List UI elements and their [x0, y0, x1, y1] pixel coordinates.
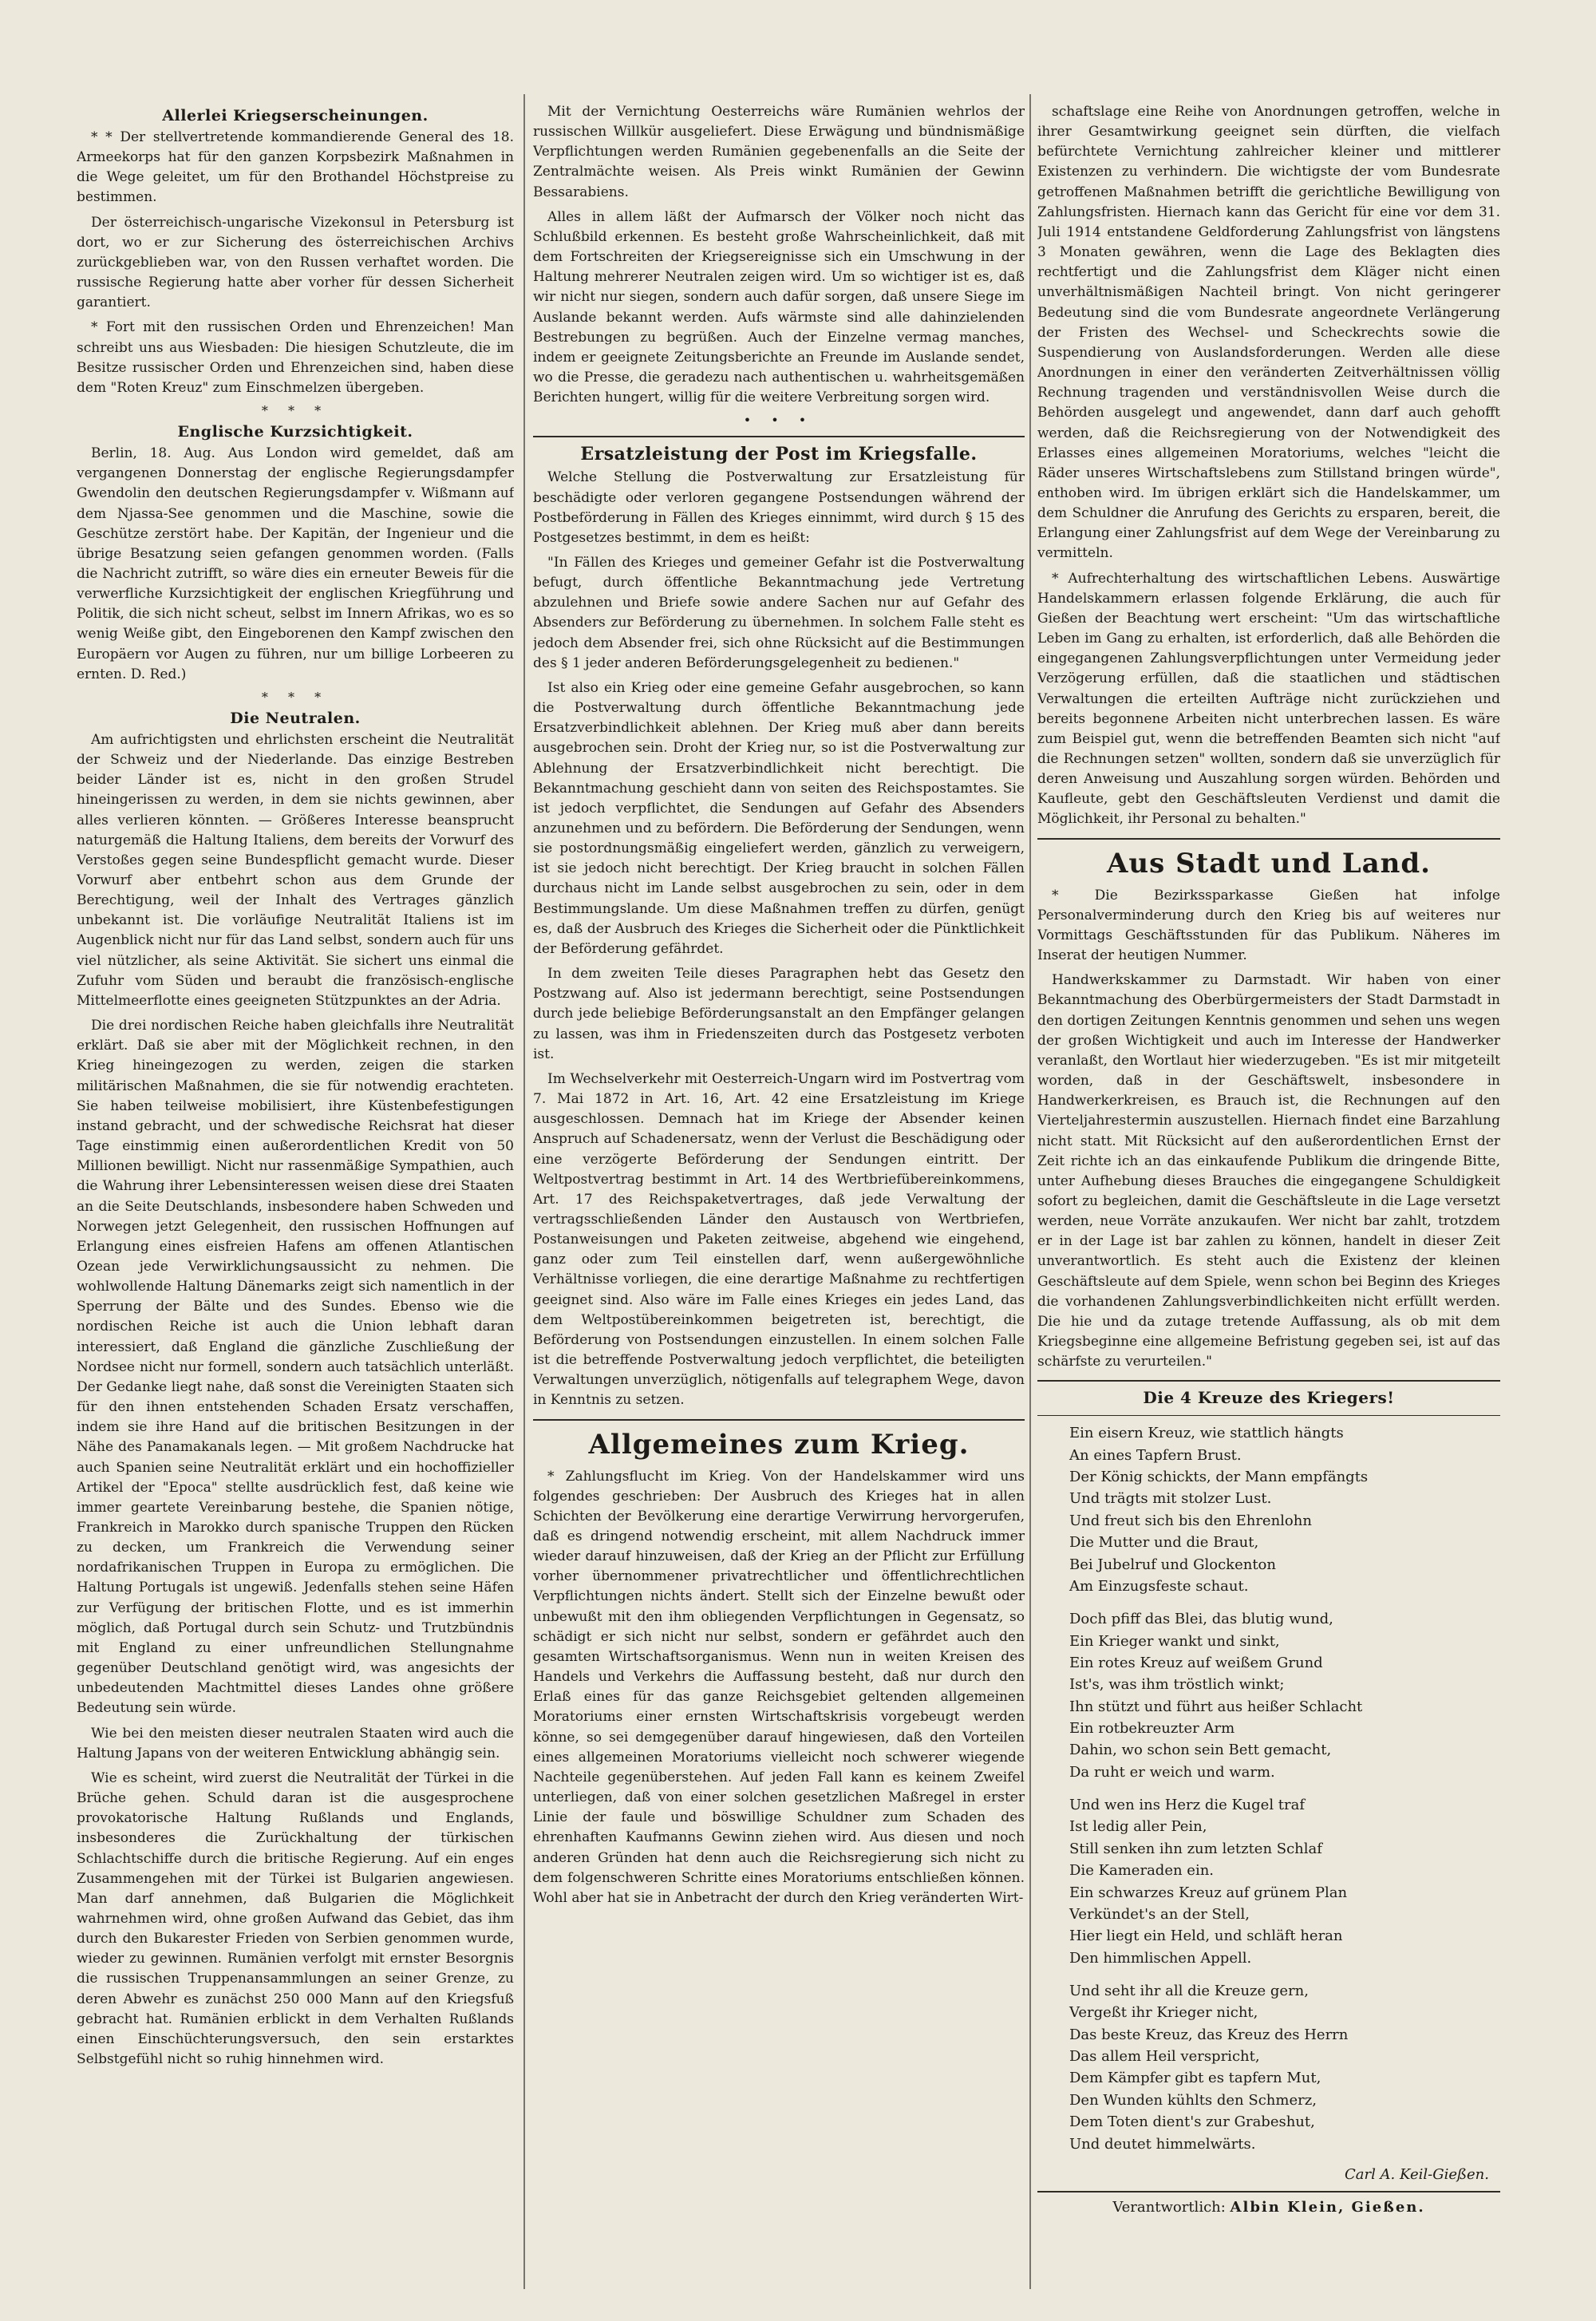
poem-line: Verkündet's an der Stell,	[1069, 1905, 1250, 1923]
poem-line: Dem Kämpfer gibt es tapfern Mut,	[1069, 2070, 1321, 2087]
paragraph: schaftslage eine Reihe von Anordnungen getroffen, welche in ihrer Gesamtwirkung geeignet sein dürften, die vielfach befürchtete Vernichtung zahlreicher kleiner und mittlerer Existenzen zu verhindern. Die wichtigste der vom Bundesrate getroffenen Maßnahmen betrifft die gerichtliche Bewilligung von Zahlungsfristen. Hiernach kann das Gericht für eine vor dem 31. Juli 1914 entstandene Geldforderung Zahlungsfrist von längstens 3 Monaten gewähren, wenn die Lage des Beklagten dies rechtfertigt und die Zahlungsfrist dem Kläger nicht einen unverhältnismäßigen Nachteil bringt. Von nicht geringerer Bedeutung sind die vom Bundesrate angeordnete Verlängerung der Fristen des Wechsel- und Scheckrechts sowie die Suspendierung von Auslandsforderungen. Werden alle diese Anordnungen in einer den veränderten Zeitverhältnissen völlig Rechnung tragenden und verständnisvollen Weise durch die Behörden ausgelegt und angewendet, dann darf auch gehofft werden, daß die Reichsregierung von der Notwendigkeit des Erlasses eines allgemeinen Moratoriums, welches "leicht die Räder unseres Wirtschaftslebens zum Stillstand bringen würde", enthoben wird. Im übrigen erklärt sich die Handelskammer, um dem Schuldner die Anrufung des Gerichts zu ersparen, bereit, die Erlangung einer Zahlungsfrist auf dem Wege der Vereinbarung zu vermitteln.	[1037, 104, 1500, 562]
poem-line: An eines Tapfern Brust.	[1069, 1446, 1242, 1464]
rule	[1037, 1380, 1500, 1382]
poem-line: Ein rotes Kreuz auf weißem Grund	[1069, 1654, 1323, 1671]
poem-line: Das allem Heil verspricht,	[1069, 2048, 1260, 2066]
poem-line: Ihn stützt und führt aus heißer Schlacht	[1069, 1698, 1363, 1715]
paragraph: Handwerkskammer zu Darmstadt. Wir haben von einer Bekanntmachung des Oberbürgermeisters der Stadt Darmstadt in den dortigen Zeitungen Kenntnis genommen und sehen uns wegen der großen Wichtigkeit und auch im Interesse der Handwerker veranlaßt, den Wortlaut hier wiederzugeben. "Es ist mir mitgeteilt worden, daß in der Geschäftswelt, insbesondere in Handwerkerkreisen, es Brauch ist, die Rechnungen auf den Vierteljahrestermin auszustellen. Hiernach findet eine Barzahlung nicht statt. Mit Rücksicht auf den außerordentlichen Ernst der Zeit richte ich an das einkaufende Publikum die dringende Bitte, unter Aufhebung dieses Brauches die eingegangene Schuldigkeit sofort zu begleichen, damit die Geschäftsleute in die Lage versetzt werden, neue Vorräte anzukaufen. Wer nicht bar zahlt, trotzdem er in der Lage ist bar zahlen zu können, handelt in dieser Zeit unverantwortlich. Es steht auch die Existenz der kleinen Geschäftsleute auf dem Spiele, wenn schon bei Beginn des Krieges die vorhandenen Zahlungsverbindlichkeiten nicht erfüllt werden. Die hie und da zutage tretende Auffassung, als ob mit dem Kriegsbeginne eine allgemeine Befristung gegeben sei, ist auf das schärfste zu verurteilen."	[1037, 972, 1500, 1370]
poem-line: Und deutet himmelwärts.	[1069, 2135, 1256, 2153]
column-1	[77, 102, 514, 2287]
poem-line: Und seht ihr all die Kreuze gern,	[1069, 1983, 1309, 1999]
paragraph: Wie bei den meisten dieser neutralen Staaten wird auch die Haltung Japans von der weiteren Entwicklung abhängig sein.	[77, 1725, 514, 1762]
paragraph: Alles in allem läßt der Aufmarsch der Völker noch nicht das Schlußbild erkennen. Es besteht große Wahrscheinlichkeit, daß mit dem Fortschreiten der Kriegsereignisse sich ein Umschwung in der Haltung mehrerer Neutralen zeigen wird. Um so wichtiger ist es, daß wir nicht nur siegen, sondern auch dafür sorgen, daß unsere Siege im Auslande bekannt werden. Aufs wärmste sind alle dahinzielenden Bestrebungen zu begrüßen. Auch der Einzelne vermag manches, indem er geeignete Zeitungsberichte an Freunde im Auslande sendet, wo die Presse, die geradezu nach authentischen u. wahrheitsgemäßen Berichten hungert, willig für die weitere Verbreitung sorgen wird.	[533, 208, 1025, 406]
article-title-allerlei: Allerlei Kriegserscheinungen.	[162, 107, 429, 125]
rule	[1037, 2191, 1500, 2192]
rule	[533, 1419, 1025, 1421]
imprint	[1037, 2199, 1500, 2216]
poem-line: Still senken ihn zum letzten Schlaf	[1069, 1840, 1322, 1857]
poem-line: Ein Krieger wankt und sinkt,	[1069, 1632, 1280, 1650]
poem-line: Und wen ins Herz die Kugel traf	[1069, 1797, 1306, 1814]
poem-stanza	[1069, 1980, 1500, 2155]
paragraph: * Fort mit den russischen Orden und Ehrenzeichen! Man schreibt uns aus Wiesbaden: Die hiesigen Schutzleute, die im Besitze russischer Orden und Ehrenzeichen sind, haben diese dem "Roten Kreuz" zum Einschmelzen übergeben.	[77, 319, 514, 396]
paragraph: Am aufrichtigsten und ehrlichsten erscheint die Neutralität der Schweiz und der Niederlande. Das einzige Bestreben beider Länder ist es, nicht in den großen Strudel hineingerissen zu werden, in dem sie nichts gewinnen, aber alles verlieren könnten. — Größeres Interesse beansprucht naturgemäß die Haltung Italiens, dem bereits der Vorwurf des Verstoßes gegen seine Bundespflicht gemacht wurde. Dieser Vorwurf aber entbehrt schon aus dem Grunde der Berechtigung, weil der Inhalt des Vertrages gänzlich unbekannt ist. Die vorläufige Neutralität Italiens ist im Augenblick nicht nur für das Land selbst, sondern auch für uns viel nützlicher, als seine Aktivität. Sie sichert uns einmal die Zufuhr vom Süden und beraubt die französisch-englische Mittelmeerflotte eines geeigneten Stützpunktes an der Adria.	[77, 731, 514, 1009]
poem-stanza	[1069, 1794, 1500, 1969]
poem-line: Hier liegt ein Held, und schläft heran	[1069, 1928, 1343, 1945]
rule	[1037, 838, 1500, 840]
imprint-name: Albin Klein, Gießen.	[1230, 2198, 1425, 2216]
poem-line: Bei Jubelruf und Glockenton	[1069, 1556, 1276, 1573]
rule	[533, 436, 1025, 437]
poem-line: Den himmlischen Appell.	[1069, 1949, 1252, 1967]
poem-line: Und freut sich bis den Ehrenlohn	[1069, 1512, 1312, 1529]
paragraph: * Aufrechterhaltung des wirtschaftlichen Lebens. Auswärtige Handelskammern erlassen folgende Erklärung, die auch für Gießen der Beachtung wert erscheint: "Um das wirtschaftliche Leben im Gang zu erhalten, ist erforderlich, daß alle Behörden die eingegangenen Zahlungsverpflichtungen unter Vermeidung jeder Verzögerung erfüllen, daß die staatlichen und städtischen Verwaltungen die erteilten Aufträge nicht zurückziehen und bereits begonnene Arbeiten nicht unterbrechen lassen. Es wäre zum Beispiel gut, wenn die betreffenden Beamten sich nicht "auf die Rechnungen setzen" wollten, sondern daß sie unverzüglich für deren Anweisung und Auszahlung sorgen würden. Behörden und Kaufleute, gebt den Geschäftsleuten Verdienst und damit die Möglichkeit, ihr Personal zu behalten."	[1037, 570, 1500, 828]
paragraph: Wie es scheint, wird zuerst die Neutralität der Türkei in die Brüche gehen. Schuld daran ist die ausgesprochene provokatorische Haltung Rußlands und Englands, insbesonderes die Zurückhaltung der türkischen Schlachtschiffe durch die britische Regierung. Auf ein enges Zusammengehen mit der Türkei ist Bulgarien angewiesen. Man darf annehmen, daß Bulgarien die Möglichkeit wahrnehmen wird, ohne großen Aufwand das Gebiet, das ihm durch den Bukarester Frieden von Serbien genommen wurde, wieder zu gewinnen. Rumänien verfolgt mit ernster Besorgnis die russischen Truppenansammlungen an seiner Grenze, zu deren Abwehr es zunächst 250 000 Mann auf den Kriegsfuß gebracht hat. Rumänien erblickt in dem Verhalten Rußlands einen Einschüchterungsversuch, den sein erstarktes Selbstgefühl nicht so ruhig hinnehmen wird.	[77, 1769, 514, 2068]
poem-line: Ein schwarzes Kreuz auf grünem Plan	[1069, 1884, 1348, 1901]
paragraph: Ist also ein Krieg oder eine gemeine Gefahr ausgebrochen, so kann die Postverwaltung durch öffentliche Bekanntmachung jede Ersatzverbindlichkeit ablehnen. Der Krieg muß aber dann bereits ausgebrochen sein. Droht der Krieg nur, so ist die Postverwaltung zur Ablehnung der Ersatzverbindlichkeit nicht berechtigt. Die Bekanntmachung geschieht dann von seiten des Reichspostamtes. Sie ist jedoch verpflichtet, die Sendungen auf Gefahr des Absenders anzunehmen und zu befördern. Die Beförderung der Sendungen, wenn sie postordnungsmäßig eingeliefert werden, gänzlich zu verweigern, ist sie jedoch nicht berechtigt. Der Krieg braucht in solchen Fällen durchaus nicht im Lande selbst ausgebrochen zu sein, oder in dem Bestimmungslande. Um diese Maßnahmen treffen zu dürfen, genügt es, daß der Ausbruch des Krieges die Sicherheit oder die Pünktlichkeit der Beförderung gefährdet.	[533, 679, 1025, 957]
poem	[1069, 1422, 1500, 2155]
section-title-stadt-land: Aus Stadt und Land.	[1107, 847, 1431, 880]
poem-line: Ist ledig aller Pein,	[1069, 1818, 1207, 1836]
article-title-kurzsichtigkeit: Englische Kurzsichtigkeit.	[177, 423, 413, 441]
poem-line: Am Einzugsfeste schaut.	[1069, 1577, 1249, 1595]
paragraph: * * Der stellvertretende kommandierende General des 18. Armeekorps hat für den ganzen Korpsbezirk Maßnahmen in die Wege geleitet, um für den Brothandel Höchstpreise zu bestimmen.	[77, 129, 514, 206]
paragraph: In dem zweiten Teile dieses Paragraphen hebt das Gesetz den Postzwang auf. Also ist jedermann berechtigt, seine Postsendungen durch jede beliebige Beförderungsanstalt an den Empfänger gelangen zu lassen, was ihm in Friedenszeiten durch das Postgesetz verboten ist.	[533, 966, 1025, 1062]
paragraph: Im Wechselverkehr mit Oesterreich-Ungarn wird im Postvertrag vom 7. Mai 1872 in Art. 16, Art. 42 eine Ersatzleistung im Kriege ausgeschlossen. Demnach hat im Kriege der Absender keinen Anspruch auf Schadenersatz, wenn der Verlust die Beschädigung oder eine verzögerte Beförderung der Sendungen eintritt. Der Weltpostvertrag bestimmt in Art. 14 des Wertbriefübereinkommens, Art. 17 des Reichspaketvertrages, daß jede Verwaltung der vertragsschließenden Länder den Austausch von Wertbriefen, Postanweisungen und Paketen zeitweise, abgehend wie eingehend, ganz oder zum Teil einstellen darf, wenn außergewöhnliche Verhältnisse vorliegen, die eine derartige Maßnahme zu rechtfertigen geeignet sind. Also wäre im Falle eines Krieges ein jedes Land, das dem Weltpostübereinkommen beigetreten ist, berechtigt, die Beförderung von Postsendungen einzustellen. In einem solchen Falle ist die betreffende Postverwaltung jedoch verpflichtet, die beteiligten Verwaltungen unverzüglich, nötigenfalls auf telegraphem Wege, davon in Kenntnis zu setzen.	[533, 1070, 1025, 1409]
poem-line: Ein eisern Kreuz, wie stattlich hängts	[1069, 1425, 1344, 1442]
column-rule	[523, 94, 525, 2289]
poem-stanza	[1069, 1608, 1500, 1783]
column-3	[1037, 102, 1500, 2287]
poem-line: Vergeßt ihr Krieger nicht,	[1069, 2004, 1258, 2022]
poem-line: Die Mutter und die Braut,	[1069, 1534, 1259, 1552]
separator: • • •	[743, 413, 815, 429]
poem-line: Die Kameraden ein.	[1069, 1862, 1215, 1880]
rule	[1037, 1415, 1500, 1416]
paragraph: Der österreichisch-ungarische Vizekonsul in Petersburg ist dort, wo er zur Sicherung des österreichischen Archivs zurückgeblieben war, von den Russen verhaftet worden. Die russische Regierung hatte aber vorher für dessen Sicherheit garantiert.	[77, 214, 514, 311]
poem-line: Dahin, wo schon sein Bett gemacht,	[1069, 1742, 1332, 1759]
poem-line: Doch pfiff das Blei, das blutig wund,	[1069, 1611, 1333, 1628]
poem-line: Der König schickts, der Mann empfängts	[1069, 1469, 1369, 1486]
article-title-neutralen: Die Neutralen.	[230, 709, 361, 727]
paragraph: * Die Bezirkssparkasse Gießen hat infolge Personalverminderung durch den Krieg bis auf weiteres nur Vormittags Geschäftsstunden für das Publikum. Näheres im Inserat der heutigen Nummer.	[1037, 887, 1500, 964]
column-2	[533, 102, 1025, 2287]
paragraph: Welche Stellung die Postverwaltung zur Ersatzleistung für beschädigte oder verloren gegangene Postsendungen während der Postbeförderung in Fällen des Krieges einnimmt, wird durch § 15 des Postgesetzes bestimmt, in dem es heißt:	[533, 469, 1025, 546]
poem-line: Und trägts mit stolzer Lust.	[1069, 1490, 1272, 1508]
poem-author: Carl A. Keil-Gießen.	[1344, 2165, 1489, 2183]
article-title-ersatzleistung: Ersatzleistung der Post im Kriegsfalle.	[580, 444, 978, 465]
paragraph: Mit der Vernichtung Oesterreichs wäre Rumänien wehrlos der russischen Willkür ausgeliefert. Diese Erwägung und bündnismäßige Verpflichtungen werden Rumänien gegebenenfalls an die Seite der Zentralmächte weisen. Als Preis winkt Rumänien der Gewinn Bessarabiens.	[533, 104, 1025, 200]
paragraph: Berlin, 18. Aug. Aus London wird gemeldet, daß am vergangenen Donnerstag der englische Regierungsdampfer Gwendolin den deutschen Regierungsdampfer v. Wißmann auf dem Njassa-See genommen und die Maschine, sowie die Geschütze zerstört habe. Der Kapitän, der Ingenieur und die übrige Besatzung seien gefangen genommen worden. (Falls die Nachricht zutrifft, so wäre dies ein erneuter Beweis für die verwerfliche Kurzsichtigkeit der englischen Kriegführung und Politik, die sich nicht scheut, selbst im Innern Afrikas, wo es so wenig Weiße gibt, den Eingeborenen den Kampf zwischen den Europäern vor Augen zu führen, nur um billige Lorbeeren zu ernten. D. Red.)	[77, 445, 514, 682]
poem-line: Dem Toten dient's zur Grabeshut,	[1069, 2113, 1315, 2131]
poem-line: Ist's, was ihm tröstlich winkt;	[1069, 1676, 1285, 1694]
poem-stanza	[1069, 1422, 1500, 1597]
separator: * * *	[261, 689, 330, 705]
paragraph: * Zahlungsflucht im Krieg. Von der Handelskammer wird uns folgendes geschrieben: Der Ausbruch des Krieges hat in allen Schichten der Bevölkerung eine derartige Verwirrung hervorgerufen, daß es dringend notwendig erscheint, mit allem Nachdruck immer wieder darauf hinzuweisen, daß der Krieg an der Pflicht zur Erfüllung vorher übernommener privatrechtlicher und öffentlichrechtlichen Verpflichtungen nichts ändert. Stellt sich der Einzelne bewußt oder unbewußt mit den ihm obliegenden Verpflichtungen in Gegensatz, so schädigt er sich nicht nur selbst, sondern er gefährdet auch den gesamten Wirtschaftsorganismus. Wenn nun in weiten Kreisen des Handels und Verkehrs die Auffassung besteht, daß nur durch den Erlaß eines für das ganze Reichsgebiet geltenden allgemeinen Moratoriums einer ernsten Wirtschaftskrisis vorgebeugt werden könne, so sei demgegenüber darauf hingewiesen, daß den Vorteilen eines allgemeinen Moratoriums vielleicht noch schwerer wiegende Nachteile gegenüberstehen. Auf jeden Fall kann es keinem Zweifel unterliegen, daß von einer solchen gesetzlichen Maßregel in erster Linie der faule und böswillige Schuldner zum Schaden des ehrenhaften Kaufmanns Gewinn ziehen wird. Aus diesen und noch anderen Gründen hat denn auch die Reichsregierung sich nicht zu dem folgenschweren Schritte eines Moratoriums entschließen können. Wohl aber hat sie in Anbetracht der durch den Krieg veränderten Wirt-	[533, 1468, 1025, 1906]
poem-line: Das beste Kreuz, das Kreuz des Herrn	[1069, 2026, 1349, 2043]
separator: * * *	[261, 403, 330, 419]
poem-line: Den Wunden kühlts den Schmerz,	[1069, 2091, 1317, 2109]
paragraph: "In Fällen des Krieges und gemeiner Gefahr ist die Postverwaltung befugt, durch öffentliche Bekanntmachung jede Vertretung abzulehnen und Briefe sowie andere Sachen nur auf Gefahr des Absenders zur Beförderung zu übernehmen. In solchem Falle steht es jedoch dem Absender frei, sich ohne Rücksicht auf die Bestimmungen des § 1 jeder anderen Beförderungsgelegenheit zu bedienen."	[533, 554, 1025, 671]
poem-line: Da ruht er weich und warm.	[1069, 1763, 1275, 1781]
imprint-label: Verantwortlich:	[1112, 2198, 1226, 2216]
paragraph: Die drei nordischen Reiche haben gleichfalls ihre Neutralität erklärt. Daß sie aber mit der Möglichkeit rechnen, in den Krieg hineingezogen zu werden, zeigen die starken militärischen Maßnahmen, die sie für notwendig erachteten. Sie haben teilweise mobilisiert, ihre Küstenbefestigungen instand gebracht, und der schwedische Reichsrat hat dieser Tage einstimmig einen außerordentlichen Kredit von 50 Millionen bewilligt. Nicht nur rassenmäßige Sympathien, auch die Wahrung ihrer Lebensinteressen weisen diese drei Staaten an die Seite Deutschlands, insbesondere haben Schweden und Norwegen jetzt Gelegenheit, den russischen Hoffnungen auf Erlangung eines eisfreien Hafens am offenen Atlantischen Ozean jede Verwirklichungsaussicht zu nehmen. Die wohlwollende Haltung Dänemarks zeigt sich namentlich in der Sperrung der Bälte und des Sundes. Ebenso wie die nordischen Reiche ist auch die Union lebhaft daran interessiert, daß England die gänzliche Zuschließung der Nordsee nicht nur formell, sondern auch tatsächlich unterläßt. Der Gedanke liegt nahe, daß sonst die Vereinigten Staaten sich für den ihnen entstehenden Schaden Ersatz verschaffen, indem sie ihre Hand auf die britischen Besitzungen in der Nähe des Panamakanals legen. — Mit großem Nachdrucke hat auch Spanien seine Neutralität erklärt und ein hochoffizieller Artikel der "Epoca" stellte ausdrücklich fest, daß keine wie immer geartete Vereinbarung bestehe, die Spanien nötige, Frankreich in Marokko durch spanische Truppen den Rücken zu decken, um Frankreich die Verwendung seiner nordafrikanischen Truppen in Europa zu ermöglichen. Die Haltung Portugals ist ungewiß. Jedenfalls stehen seine Häfen zur Verfügung der britischen Flotte, und es ist immerhin möglich, daß Portugal durch sein Schutz- und Trutzbündnis mit England zu einer unfreundlichen Stellungnahme gegenüber Deutschland genötigt wird, was angesichts der unbedeutenden Machtmittel dieses Landes ohne größere Bedeutung sein würde.	[77, 1018, 514, 1717]
section-title-allgemeines: Allgemeines zum Krieg.	[588, 1428, 970, 1461]
poem-title: Die 4 Kreuze des Kriegers!	[1143, 1388, 1395, 1408]
column-rule	[1029, 94, 1031, 2289]
poem-line: Ein rotbekreuzter Arm	[1069, 1720, 1235, 1738]
